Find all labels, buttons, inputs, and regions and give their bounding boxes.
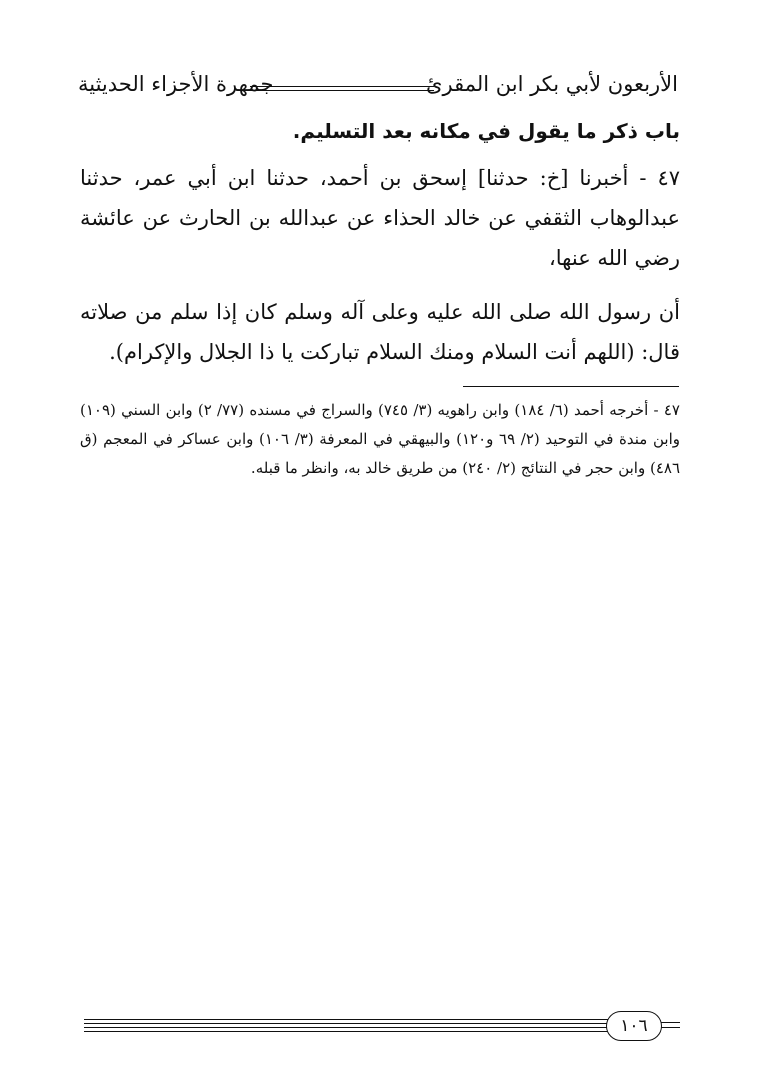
header-divider bbox=[250, 86, 434, 87]
header-divider bbox=[250, 90, 434, 91]
footnote-47: ٤٧ - أخرجه أحمد (٦/ ١٨٤) وابن راهويه (٣/ ٧٤٥) والسراج في مسنده (٧٧/ ٢) وابن السني (١٠٩) وابن مندة في التوحيد (٢/ ٦٩ و١٢٠) والبيهقي في المعرفة (٣/ ١٠٦) وابن عساكر في المعجم (ق ٤٨٦) وابن حجر في النتائج (٢/ ٢٤٠) من طريق خالد به، وانظر ما قبله. bbox=[80, 401, 680, 477]
page-footer bbox=[84, 1010, 680, 1046]
footer-rule bbox=[660, 1027, 680, 1028]
footer-rule bbox=[84, 1027, 610, 1028]
running-header bbox=[78, 68, 678, 108]
footer-rule bbox=[84, 1019, 610, 1020]
page-number: ١٠٦ bbox=[620, 1016, 648, 1036]
footer-rule bbox=[660, 1022, 680, 1023]
main-text bbox=[80, 112, 680, 372]
page-number-frame bbox=[606, 1011, 662, 1041]
header-collection-title: جمهرة الأجزاء الحديثية bbox=[78, 72, 274, 96]
footer-rule bbox=[84, 1031, 610, 1032]
footnotes bbox=[80, 396, 680, 483]
footer-rule bbox=[84, 1023, 610, 1024]
chapter-heading: باب ذكر ما يقول في مكانه بعد التسليم. bbox=[292, 119, 680, 143]
hadith-matn: أن رسول الله صلى الله عليه وعلى آله وسلم كان إذا سلم من صلاته قال: (اللهم أنت السلام ومنك السلام تباركت يا ذا الجلال والإكرام). bbox=[80, 300, 680, 364]
hadith-isnad: ٤٧ - أخبرنا [خ: حدثنا] إسحق بن أحمد، حدثنا ابن أبي عمر، حدثنا عبدالوهاب الثقفي عن خالد الحذاء عن عبدالله بن الحارث عن عائشة رضي الله عنها، bbox=[80, 166, 680, 270]
header-book-title: الأربعون لأبي بكر ابن المقرئ bbox=[426, 72, 678, 96]
footnote-separator bbox=[463, 386, 679, 387]
